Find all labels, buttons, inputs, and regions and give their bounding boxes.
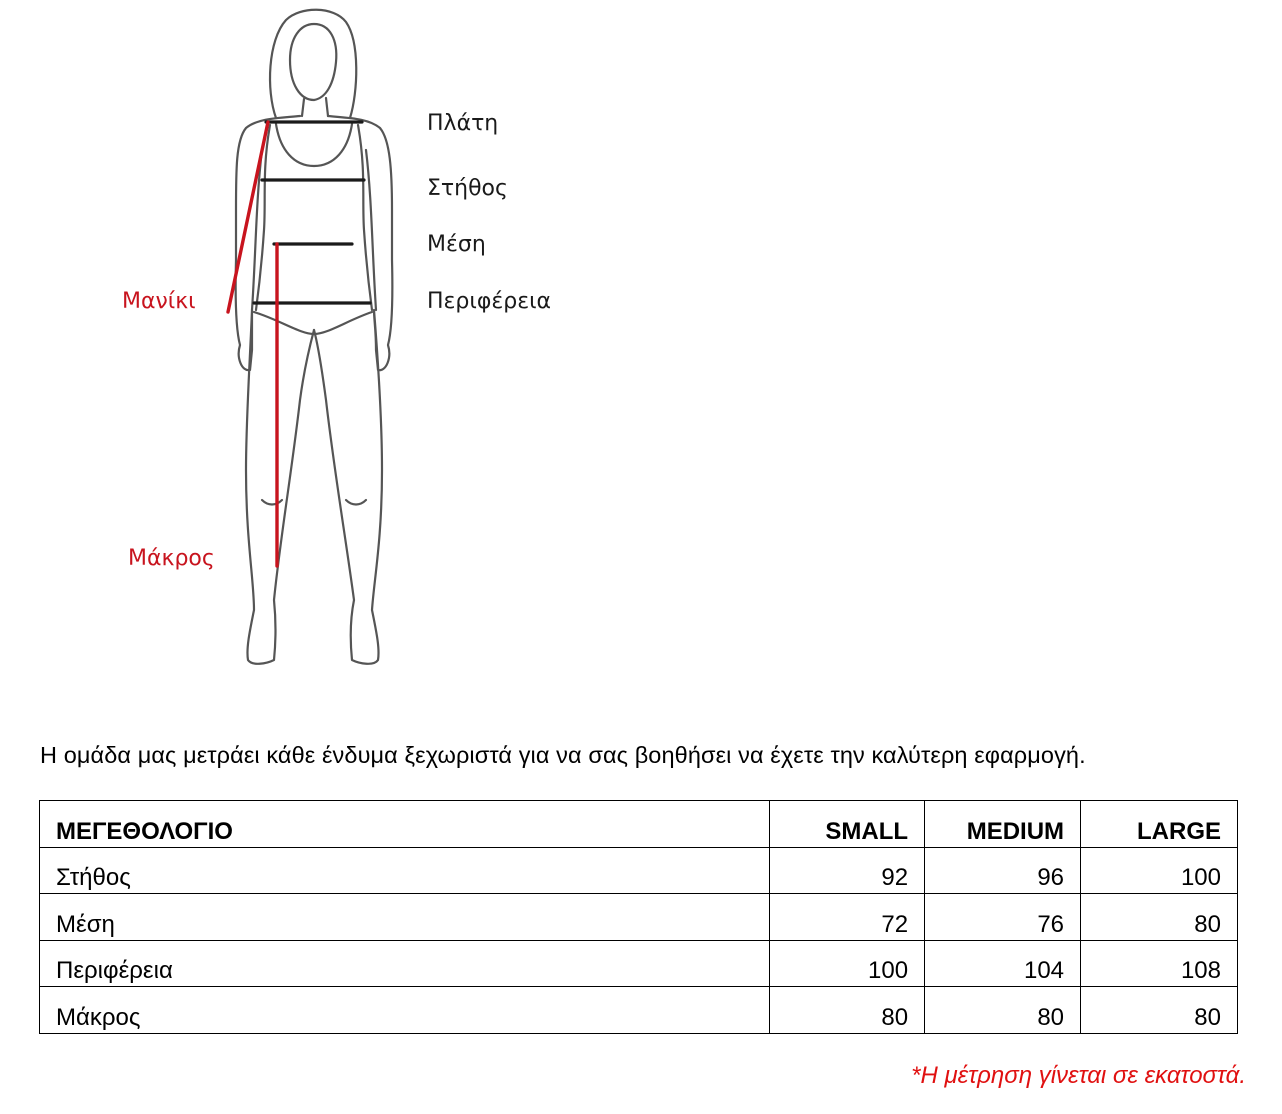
label-sleeve: Μανίκι	[122, 289, 196, 314]
header-medium: MEDIUM	[925, 801, 1081, 848]
sleeve-line	[228, 122, 268, 312]
table-header-row	[40, 801, 1238, 848]
cell-medium: 96	[925, 847, 1081, 894]
table-row	[40, 940, 1238, 987]
measurement-note: *Η μέτρηση γίνεται σε εκατοστά.	[911, 1062, 1246, 1089]
cell-medium: 76	[925, 894, 1081, 941]
torso-right	[358, 125, 372, 310]
header-small: SMALL	[770, 801, 925, 848]
row-label: Μάκρος	[40, 987, 770, 1034]
row-label: Περιφέρεια	[40, 940, 770, 987]
label-shoulders: Πλάτη	[427, 111, 499, 136]
cell-large: 80	[1081, 987, 1238, 1034]
label-waist: Μέση	[427, 232, 486, 257]
measurement-lines	[254, 122, 370, 303]
arm-inner-right	[366, 150, 376, 310]
knee-left	[262, 500, 282, 505]
cell-large: 108	[1081, 940, 1238, 987]
cell-large: 100	[1081, 847, 1238, 894]
cell-medium: 80	[925, 987, 1081, 1034]
top-neckline	[276, 124, 352, 166]
table-row	[40, 987, 1238, 1034]
table-row	[40, 847, 1238, 894]
body-right-outline	[314, 116, 392, 664]
cell-small: 80	[770, 987, 925, 1034]
label-length: Μάκρος	[128, 546, 215, 571]
knee-right	[346, 500, 366, 505]
cell-small: 72	[770, 894, 925, 941]
header-large: LARGE	[1081, 801, 1238, 848]
cell-medium: 104	[925, 940, 1081, 987]
row-label: Μέση	[40, 894, 770, 941]
body-left-outline	[236, 116, 314, 664]
cell-large: 80	[1081, 894, 1238, 941]
cell-small: 100	[770, 940, 925, 987]
row-label: Στήθος	[40, 847, 770, 894]
face-outline	[290, 24, 336, 100]
size-chart-table	[39, 800, 1238, 1034]
header-size-chart: ΜΕΓΕΘΟΛΟΓΙΟ	[40, 801, 770, 848]
intro-text: Η ομάδα μας μετράει κάθε ένδυμα ξεχωριστά για να σας βοηθήσει να έχετε την καλύτερη εφαρμογή.	[40, 742, 1086, 768]
body-outline	[236, 10, 393, 664]
label-chest: Στήθος	[427, 176, 508, 201]
body-measurement-diagram	[0, 0, 700, 700]
label-hips: Περιφέρεια	[427, 289, 552, 314]
cell-small: 92	[770, 847, 925, 894]
hair-outline	[270, 10, 356, 118]
table-row	[40, 894, 1238, 941]
